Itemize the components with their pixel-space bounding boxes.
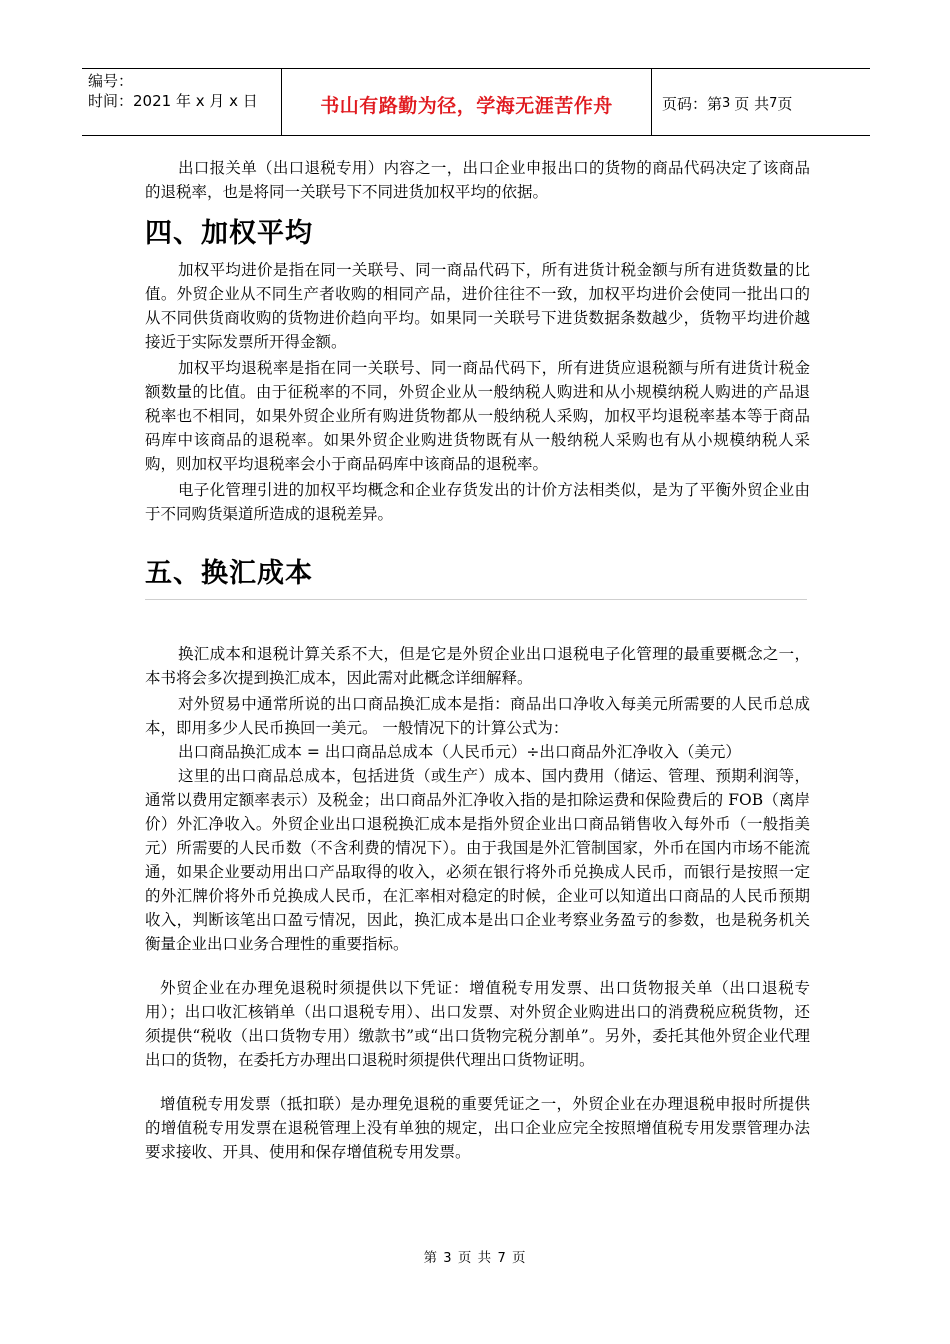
- intro-paragraph: 出口报关单（出口退税专用）内容之一，出口企业申报出口的货物的商品代码决定了该商品的退税率，也是将同一关联号下不同进货加权平均的依据。: [145, 159, 810, 201]
- footer-page-current: 3: [443, 1251, 453, 1266]
- footer-page-total: 7: [497, 1251, 507, 1266]
- section-5-title-rule: [145, 599, 807, 600]
- section-4-paragraph-3: 电子化管理引进的加权平均概念和企业存货发出的计价方法相类似，是为了平衡外贸企业由于不同购货渠道所造成的退税差异。: [145, 481, 810, 523]
- page-header: [82, 68, 870, 136]
- header-motto: 书山有路勤为径，学海无涯苦作舟: [320, 94, 613, 117]
- header-page-info: [652, 71, 870, 135]
- header-info: [82, 69, 282, 135]
- section-5-paragraph-4: 外贸企业在办理免退税时须提供以下凭证：增值税专用发票、出口货物报关单（出口退税专用）；出口收汇核销单（出口退税专用）、出口发票、对外贸企业购进出口的消费税应税货物，还须提供“税收（出口货物专用）缴款书”或“出口货物完税分割单”。另外，委托其他外贸企业代理出口的货物，在委托方办理出口退税时须提供代理出口货物证明。: [145, 979, 810, 1069]
- page-footer: [0, 1246, 950, 1266]
- footer-prefix: 第: [423, 1250, 438, 1266]
- section-5-paragraph-2: 对外贸易中通常所说的出口商品换汇成本是指：商品出口净收入每美元所需要的人民币总成本，即用多少人民币换回一美元。 一般情况下的计算公式为：: [145, 695, 810, 737]
- document-number-label: 编号：: [88, 72, 134, 90]
- header-page-current: 3: [722, 95, 731, 111]
- header-page-suffix: 页: [777, 94, 793, 113]
- section-4-paragraph-2: 加权平均退税率是指在同一关联号、同一商品代码下，所有进货应退税额与所有进货计税金额数量的比值。由于征税率的不同，外贸企业从一般纳税人购进和从小规模纳税人购进的产品退税率也不相同，如果外贸企业所有购进货物都从一般纳税人采购，加权平均退税率基本等于商品码库中该商品的退税率。如果外贸企业购进货物既有从一般纳税人采购也有从小规模纳税人采购，则加权平均退税率会小于商品码库中该商品的退税率。: [145, 359, 810, 473]
- section-5-formula: 出口商品换汇成本 = 出口商品总成本（人民币元）÷出口商品外汇净收入（美元）: [178, 743, 741, 761]
- section-5-title: 五、换汇成本: [145, 558, 313, 589]
- section-5-paragraph-3: 这里的出口商品总成本，包括进货（或生产）成本、国内费用（储运、管理、预期利润等，通常以费用定额率表示）及税金；出口商品外汇净收入指的是扣除运费和保险费后的 FOB（离岸价）外汇净收入。外贸企业出口退税换汇成本是指外贸企业出口商品销售收入每外币（一般指美元）所需要的人民币数（不含利费的情况下）。由于我国是外汇管制国家，外币在国内市场不能流通，如果企业要动用出口产品取得的收入，必须在银行将外币兑换成人民币，而银行是按照一定的外汇牌价将外币兑换成人民币，在汇率相对稳定的时候，企业可以知道出口商品的人民币预期收入，判断该笔出口盈亏情况，因此，换汇成本是出口企业考察业务盈亏的参数，也是税务机关衡量企业出口业务合理性的重要指标。: [145, 767, 810, 953]
- section-4-paragraph-1: 加权平均进价是指在同一关联号、同一商品代码下，所有进货计税金额与所有进货数量的比值。外贸企业从不同生产者收购的相同产品，进价往往不一致，加权平均进价会使同一批出口的从不同供货商收购的货物进价趋向平均。如果同一关联号下进货数据条数越少，货物平均进价越接近于实际发票所开得金额。: [145, 261, 810, 351]
- section-5-paragraph-5: 增值税专用发票（抵扣联）是办理免退税的重要凭证之一，外贸企业在办理退税申报时所提供的增值税专用发票在退税管理上没有单独的规定，出口企业应完全按照增值税专用发票管理办法要求接收、开具、使用和保存增值税专用发票。: [145, 1095, 810, 1161]
- document-time-label: 时间：2021 年 x 月 x 日: [88, 92, 258, 110]
- header-page-mid: 页 共: [734, 94, 770, 113]
- header-page-total: 7: [769, 95, 778, 111]
- footer-mid: 页 共: [457, 1250, 493, 1266]
- header-page-prefix: 页码：第: [662, 94, 723, 113]
- footer-suffix: 页: [512, 1250, 527, 1266]
- page-body: [145, 156, 810, 1164]
- section-4-title: 四、加权平均: [145, 218, 313, 249]
- header-motto-cell: [282, 69, 652, 135]
- section-5-paragraph-1: 换汇成本和退税计算关系不大，但是它是外贸企业出口退税电子化管理的最重要概念之一，本书将会多次提到换汇成本，因此需对此概念详细解释。: [145, 645, 810, 687]
